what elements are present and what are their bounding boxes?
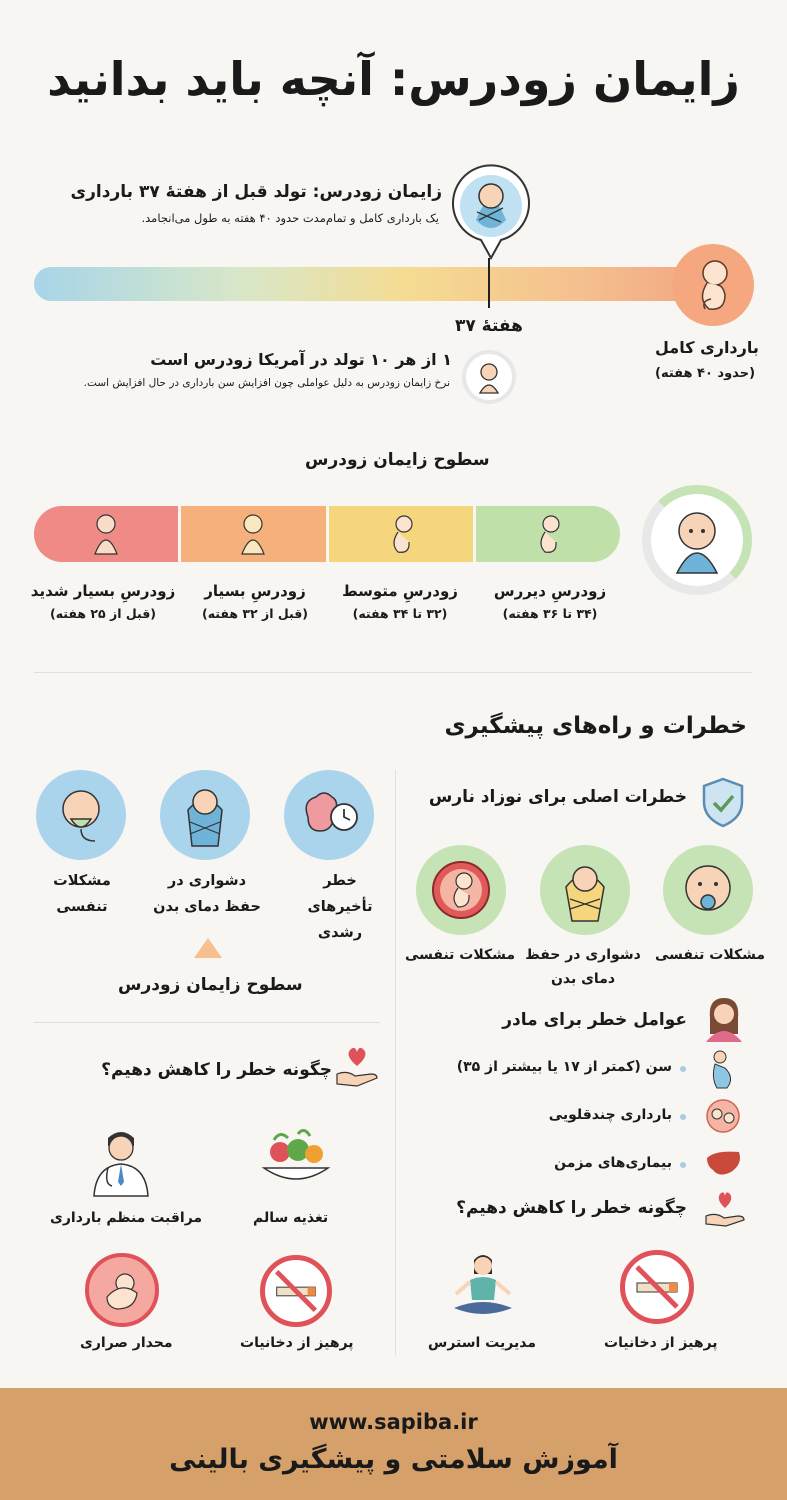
left-risk-3-label: مشکلات تنفسی xyxy=(53,873,111,915)
reduce-left-heading: چگونه خطر را کاهش دهیم؟ xyxy=(101,1060,332,1080)
column-divider xyxy=(395,770,396,1355)
reduce-right-label-1: پرهیز از دخانیات xyxy=(604,1335,718,1351)
footer-tagline: آموزش سلامتی و پیشگیری بالینی xyxy=(169,1444,618,1475)
baby-ring-icon xyxy=(462,350,516,404)
level-moderate-range: (۳۲ تا ۳۴ هفته) xyxy=(352,606,448,621)
full-term-sub: (حدود ۴۰ هفته) xyxy=(655,366,756,381)
level-late-range: (۳۴ تا ۳۶ هفته) xyxy=(502,606,598,621)
reduce-left-label-3: پرهیز از دخانیات xyxy=(240,1335,354,1351)
baby-progress-icon xyxy=(642,485,752,595)
no-smoking-right-icon xyxy=(620,1250,694,1324)
meditation-icon xyxy=(448,1250,518,1324)
levels-bar xyxy=(34,506,620,562)
newborn-risk-1-label: مشکلات تنفسی xyxy=(654,947,766,963)
no-smoking-left-icon xyxy=(260,1255,332,1327)
liver-icon xyxy=(705,1148,743,1180)
mother-risk-2: بارداری چندقلویی xyxy=(548,1107,672,1123)
swaddled-baby-left-icon xyxy=(160,770,250,860)
bullet-3 xyxy=(680,1162,686,1168)
stat-heading: ۱ از هر ۱۰ تولد در آمریکا زودرس است xyxy=(150,350,452,369)
brain-clock-icon xyxy=(284,770,374,860)
baby-circle-icon xyxy=(85,1253,159,1327)
mother-risk-3: بیماری‌های مزمن xyxy=(554,1155,672,1171)
level-moderate-segment xyxy=(326,506,473,562)
level-late-segment xyxy=(473,506,620,562)
reduce-left-label-2: مراقبت منظم بارداری xyxy=(50,1210,203,1226)
newborn-risks-heading: خطرات اصلی برای نوزاد نارس xyxy=(428,787,687,807)
definition-subtext: یک بارداری کامل و تمام‌مدت حدود ۴۰ هفته به طول می‌انجامد. xyxy=(141,211,439,225)
womb-fetus-icon xyxy=(416,845,506,935)
reduce-left-label-1: تغذیه سالم xyxy=(253,1210,329,1226)
page-title: زایمان زودرس: آنچه باید بدانید xyxy=(47,52,740,106)
healthy-food-icon xyxy=(258,1122,334,1198)
triangle-icon xyxy=(194,938,222,958)
level-very-segment xyxy=(178,506,325,562)
risks-heading: خطرات و راه‌های پیشگیری xyxy=(444,713,747,739)
newborn-risk-2-label: دشواری در حفظ دمای بدن xyxy=(525,947,641,987)
level-very-name: زودرسِ بسیار xyxy=(204,582,306,600)
stat-subtext: نرخ زایمان زودرس به دلیل عواملی چون افزایش سن بارداری در حال افزایش است. xyxy=(83,377,450,389)
left-divider xyxy=(34,1022,380,1023)
bullet-1 xyxy=(680,1066,686,1072)
reduce-right-heading: چگونه خطر را کاهش دهیم؟ xyxy=(456,1198,687,1218)
swaddled-baby-right-icon xyxy=(540,845,630,935)
left-levels-label: سطوح زایمان زودرس xyxy=(118,975,303,995)
mother-risk-1: سن (کمتر از ۱۷ یا بیشتر از ۳۵) xyxy=(456,1059,672,1075)
bullet-2 xyxy=(680,1114,686,1120)
heart-hand-right-icon xyxy=(702,1188,748,1228)
week37-label: هفتهٔ ۳۷ xyxy=(455,316,523,336)
level-moderate-name: زودرسِ متوسط xyxy=(342,582,458,600)
oxygen-mask-icon xyxy=(36,770,126,860)
section-divider xyxy=(34,672,752,673)
newborn-risk-3-label: مشکلات تنفسی xyxy=(404,947,516,963)
definition-heading: زایمان زودرس: تولد قبل از هفتهٔ ۳۷ بارداری xyxy=(70,182,442,202)
level-extreme-name: زودرسِ بسیار شدید xyxy=(30,582,176,600)
twins-icon xyxy=(705,1098,741,1134)
pregnancy-timeline-bar xyxy=(34,267,714,301)
footer-band xyxy=(0,1388,787,1500)
shield-icon xyxy=(700,776,746,828)
level-extreme-range: (قبل از ۲۵ هفته) xyxy=(49,606,157,621)
fetus-icon xyxy=(672,244,754,326)
baby-pacifier-icon xyxy=(663,845,753,935)
level-late-name: زودرسِ دیررس xyxy=(493,582,607,600)
mother-icon xyxy=(702,994,746,1042)
pregnant-icon xyxy=(705,1050,739,1090)
reduce-right-label-2: مدیریت استرس xyxy=(428,1335,536,1351)
mother-risks-heading: عوامل خطر برای مادر xyxy=(502,1010,687,1030)
left-risk-2-label: دشواری در حفظ دمای بدن xyxy=(153,873,261,915)
reduce-left-label-4: محدار صراری xyxy=(80,1335,173,1351)
week37-marker xyxy=(488,258,490,308)
levels-heading: سطوح زایمان زودرس xyxy=(305,450,490,470)
level-extreme-segment xyxy=(34,506,178,562)
pin-baby-icon xyxy=(446,160,536,260)
full-term-label: بارداری کامل xyxy=(655,338,759,357)
doctor-icon xyxy=(86,1124,156,1198)
left-risk-1-label: خطر تأخیرهای رشدی xyxy=(307,873,373,941)
level-very-range: (قبل از ۳۲ هفته) xyxy=(201,606,309,621)
heart-hand-left-icon xyxy=(333,1044,381,1088)
footer-url: www.sapiba.ir xyxy=(309,1410,478,1434)
